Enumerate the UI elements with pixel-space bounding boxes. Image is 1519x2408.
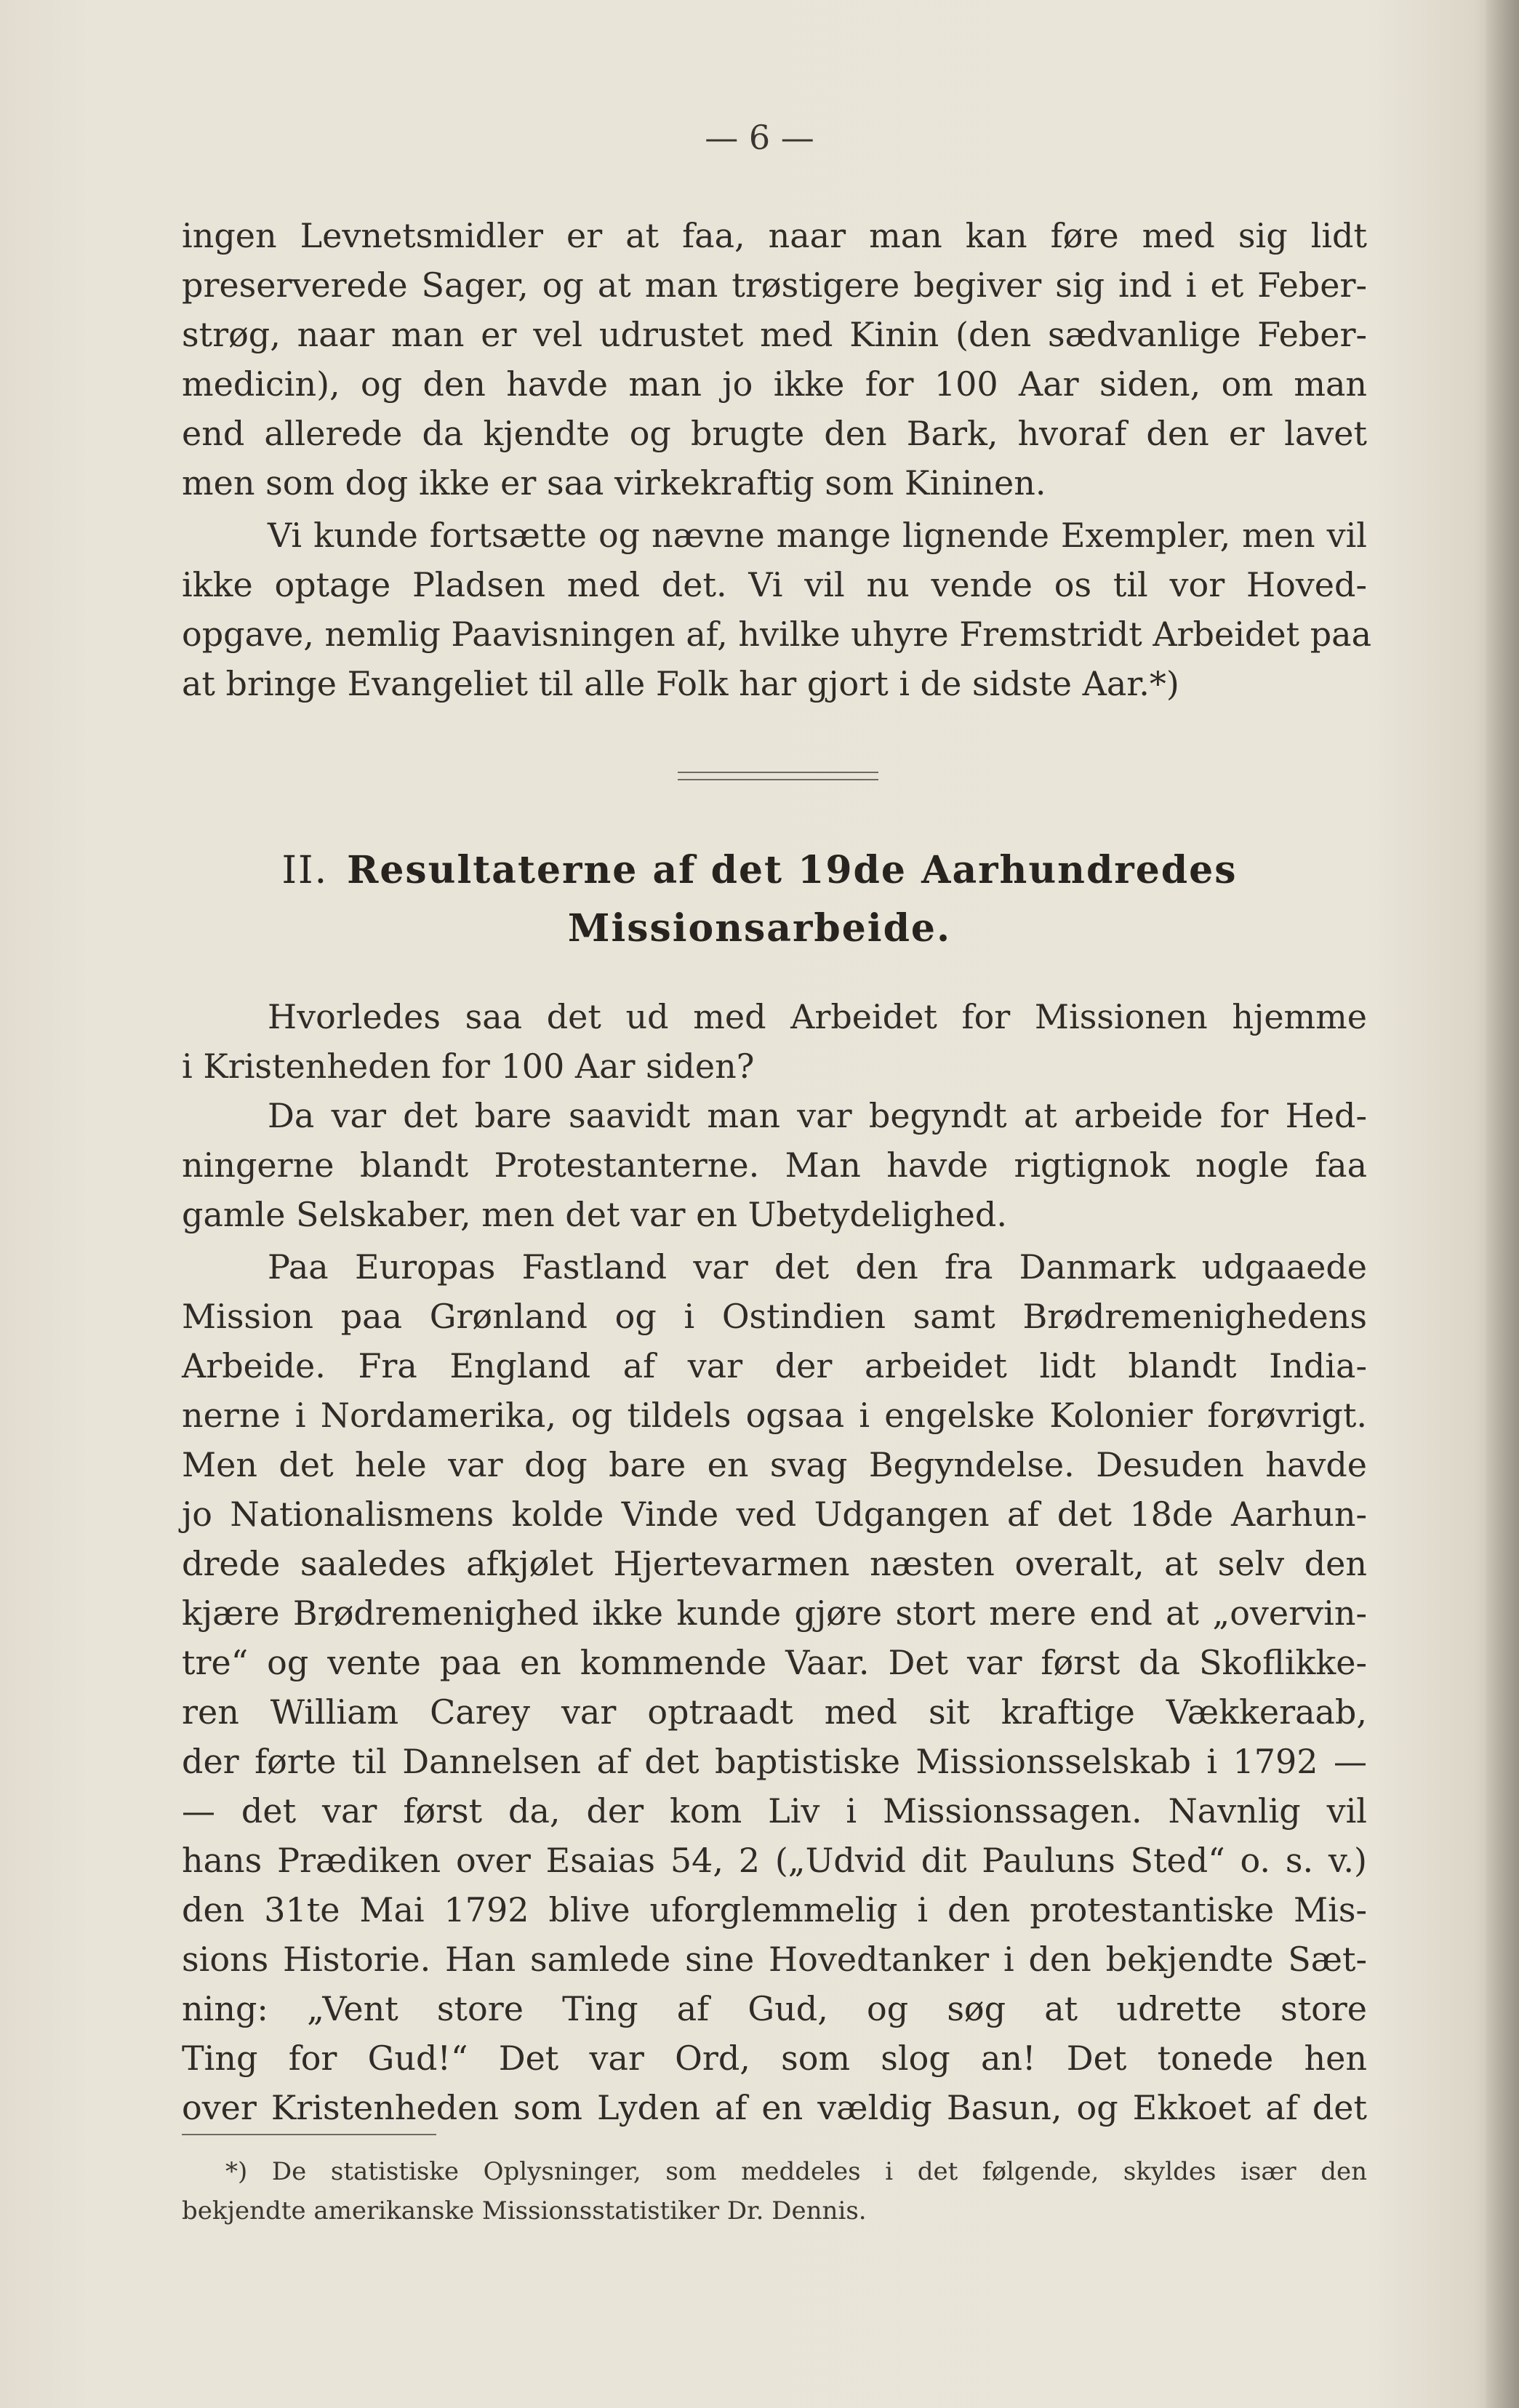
text-line: Da var det bare saavidt man var begyndt at arbeide for Hed-	[268, 1096, 1367, 1135]
text-line: sions Historie. Han samlede sine Hovedtanker i den bekjendte Sæt-	[182, 1940, 1367, 1979]
text-line: — det var først da, der kom Liv i Missionssagen. Navnlig vil	[182, 1791, 1367, 1831]
text-line: Arbeide. Fra England af var der arbeidet lidt blandt India-	[182, 1346, 1367, 1385]
text-line: Paa Europas Fastland var det den fra Danmark udgaaede	[268, 1247, 1367, 1287]
text-line: nerne i Nordamerika, og tildels ogsaa i engelske Kolonier forøvrigt.	[182, 1396, 1367, 1435]
text-line: strøg, naar man er vel udrustet med Kinin (den sædvanlige Feber-	[182, 315, 1367, 354]
text-line: Men det hele var dog bare en svag Begyndelse. Desuden havde	[182, 1445, 1367, 1484]
section-divider	[678, 772, 878, 780]
footnote-rule	[182, 2134, 436, 2135]
section-heading-line-1	[0, 848, 1519, 892]
page-edge-shadow	[1486, 0, 1519, 2408]
text-line: over Kristenheden som Lyden af en vældig Basun, og Ekkoet af det	[182, 2088, 1367, 2127]
text-line: jo Nationalismens kolde Vinde ved Udgangen af det 18de Aarhun-	[182, 1495, 1367, 1534]
footnote-line: bekjendte amerikanske Missionsstatistiker Dr. Dennis.	[182, 2196, 867, 2225]
text-line: Vi kunde fortsætte og nævne mange lignende Exempler, men vil	[268, 516, 1367, 555]
text-line: men som dog ikke er saa virkekraftig som Kininen.	[182, 463, 1046, 503]
text-line: opgave, nemlig Paavisningen af, hvilke uhyre Fremstridt Arbeidet paa	[182, 615, 1371, 654]
text-line: drede saaledes afkjølet Hjertevarmen næsten overalt, at selv den	[182, 1544, 1367, 1583]
text-line: medicin), og den havde man jo ikke for 100 Aar siden, om man	[182, 364, 1367, 404]
text-line: at bringe Evangeliet til alle Folk har gjort i de sidste Aar.*)	[182, 664, 1179, 703]
text-line: ningerne blandt Protestanterne. Man havde rigtignok nogle faa	[182, 1145, 1367, 1185]
section-number: II.	[281, 849, 329, 892]
text-line: gamle Selskaber, men det var en Ubetydelighed.	[182, 1195, 1007, 1234]
text-line: hans Prædiken over Esaias 54, 2 („Udvid dit Pauluns Sted“ o. s. v.)	[182, 1841, 1367, 1880]
section-heading-line-2: Missionsarbeide.	[567, 906, 952, 951]
text-line: Ting for Gud!“ Det var Ord, som slog an! Det tonede hen	[182, 2039, 1367, 2078]
text-line: kjære Brødremenighed ikke kunde gjøre stort mere end at „overvin-	[182, 1593, 1367, 1633]
text-line: i Kristenheden for 100 Aar siden?	[182, 1047, 755, 1086]
section-title: Resultaterne af det 19de Aarhundredes	[347, 848, 1238, 892]
text-line: Mission paa Grønland og i Ostindien samt Brødremenighedens	[182, 1297, 1367, 1336]
text-line: den 31te Mai 1792 blive uforglemmelig i den protestantiske Mis-	[182, 1890, 1367, 1929]
text-line: ren William Carey var optraadt med sit kraftige Vækkeraab,	[182, 1692, 1367, 1732]
text-line: preserverede Sager, og at man trøstigere begiver sig ind i et Feber-	[182, 265, 1367, 305]
text-line: ingen Levnetsmidler er at faa, naar man kan føre med sig lidt	[182, 216, 1367, 255]
text-line: der førte til Dannelsen af det baptistiske Missionsselskab i 1792 —	[182, 1742, 1367, 1781]
text-line: ning: „Vent store Ting af Gud, og søg at udrette store	[182, 1989, 1367, 2028]
text-line: tre“ og vente paa en kommende Vaar. Det var først da Skoflikke-	[182, 1643, 1367, 1682]
text-line: Hvorledes saa det ud med Arbeidet for Missionen hjemme	[268, 997, 1367, 1036]
page-number: — 6 —	[705, 118, 814, 157]
text-line: ikke optage Pladsen med det. Vi vil nu vende os til vor Hoved-	[182, 565, 1367, 604]
footnote-line: *) De statistiske Oplysninger, som meddeles i det følgende, skyldes især den	[225, 2157, 1367, 2186]
text-line: end allerede da kjendte og brugte den Bark, hvoraf den er lavet	[182, 414, 1367, 453]
